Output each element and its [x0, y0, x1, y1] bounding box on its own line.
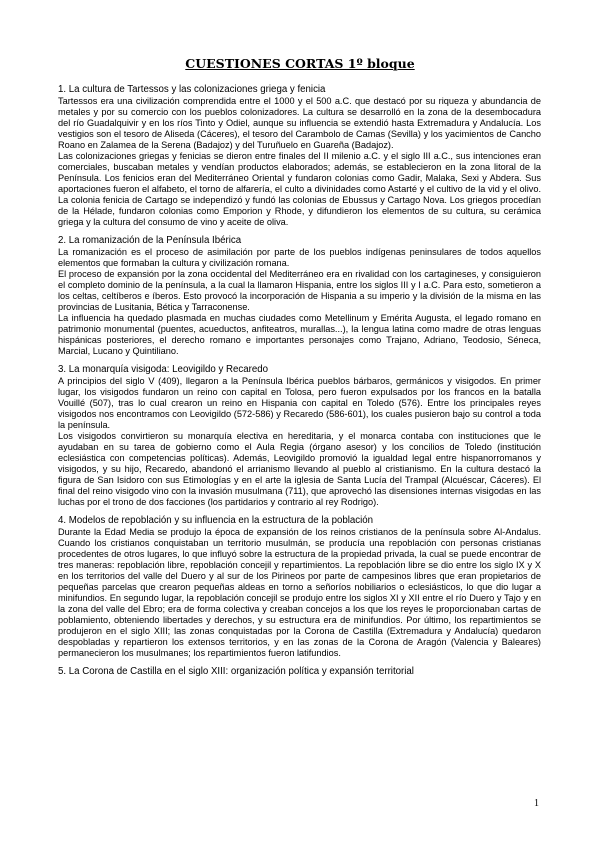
paragraph: Tartessos era una civilización comprendida entre el 1000 y el 500 a.C. que destacó por su riqueza y abundancia de metales y por su comercio con los pueblos colonizadores. La cultura se desarrolló en la zona de la desembocadura del río Guadalquivir y en los ríos Tinto y Odiel, aunque su influencia se extendió hasta Extremadura y Andalucía. Los vestigios son el tesoro de Aliseda (Cáceres), el tesoro del Carambolo de Camas (Sevilla) y los yacimientos de Cancho Roano en Zalamea de la Serena (Badajoz) y del Turuñuelo en Guareña (Badajoz).: [58, 95, 541, 150]
paragraph: Los visigodos convirtieron su monarquía electiva en hereditaria, y el monarca contaba con instituciones que le ayudaban en su tarea de gobierno como el Aula Regia (órgano asesor) y los concilios de Toledo (institución eclesiástica con competencias políticas). Además, Leovigildo promovió la igualdad legal entre hispanorromanos y visigodos, y su hijo, Recaredo, abandonó el arrianismo llevando al pueblo al cristianismo. En la cultura destacó la figura de San Isidoro con sus Etimologías y en el arte la iglesia de Santa Lucía del Trampal (Alcuéscar, Cáceres). El final del reino visigodo vino con la invasión musulmana (711), que aprovechó las disensiones internas visigodas en las luchas por el trono de dos facciones (los partidarios y contrario al rey Rodrigo).: [58, 430, 541, 508]
paragraph: La influencia ha quedado plasmada en muchas ciudades como Metellinum y Emérita Augusta, el legado romano en patrimonio monumental (puentes, acueductos, anfiteatros, murallas...), la lengua latina como madre de otras lenguas hispánicas posteriores, el derecho romano e importantes personajes como Trajano, Adriano, Teodosio, Séneca, Marcial, Lucano y Quintiliano.: [58, 312, 541, 356]
document-title: CUESTIONES CORTAS 1º bloque: [185, 56, 415, 71]
section-romanizacion: [58, 235, 541, 357]
section-corona-castilla: [58, 666, 541, 678]
section-tartessos: [58, 84, 541, 228]
paragraph: La romanización es el proceso de asimilación por parte de los pueblos indígenas peninsulares de todos aquellos elementos que formaban la cultura y civilización romana.: [58, 246, 541, 268]
section-heading: 4. Modelos de repoblación y su influencia en la estructura de la población: [58, 515, 374, 527]
paragraph: Las colonizaciones griegas y fenicias se dieron entre finales del II milenio a.C. y el siglo III a.C., sus intenciones eran comerciales, buscaban metales y vendían productos elaborados; además, se establecieron en la zona litoral de la Península. Los fenicios eran del Mediterráneo Oriental y fundaron colonias como Gadir, Malaka, Sexi y Abdera. Sus aportaciones fueron el alfabeto, el torno de alfarería, el culto a divinidades como Astarté y el cultivo de la vid y el olivo. La colonia fenicia de Cartago se independizó y fundó las colonias de Ebussus y Cartago Nova. Los griegos procedían de la Hélade, fundaron colonias como Emporion y Rhode, y difundieron los elementos de su cultura, su cerámica griega y la cultura del consumo de vino y aceite de oliva.: [58, 150, 541, 228]
paragraph: A principios del siglo V (409), llegaron a la Península Ibérica pueblos bárbaros, germánicos y visigodos. En primer lugar, los visigodos fundaron un reino con capital en Tolosa, pero fueron expulsados por los francos en la batalla Vouillé (507), tras lo cual crearon un reino en Hispania con capital en Toledo (576). Entre los principales reyes visigodos nos encontramos con Leovigildo (572-586) y Recaredo (586-601), los cuales pusieron bajo su control a toda la península.: [58, 375, 541, 430]
section-heading: 1. La cultura de Tartessos y las colonizaciones griega y fenicia: [58, 84, 326, 95]
section-repoblacion: [58, 515, 541, 659]
section-heading: 5. La Corona de Castilla en el siglo XIII: organización política y expansión territorial: [58, 666, 414, 678]
document-body: [58, 84, 541, 685]
section-monarquia-visigoda: [58, 364, 541, 508]
page-number: 1: [534, 798, 539, 809]
paragraph: El proceso de expansión por la zona occidental del Mediterráneo era en rivalidad con los cartagineses, y consiguieron el completo dominio de la península, a la cual la llamaron Hispania, entre los siglos III y I a.C. Para esto, sometieron a los celtas, celtíberos e íberos. Esto provocó la incorporación de Hispania a su imperio y la división de la misma en las provincias de Lusitania, Bética y Tarraconense.: [58, 268, 541, 312]
section-heading: 2. La romanización de la Península Ibérica: [58, 235, 242, 247]
paragraph: Durante la Edad Media se produjo la época de expansión de los reinos cristianos de la península sobre Al-Andalus. Cuando los cristianos conquistaban un territorio musulmán, se producía una repoblación con personas cristianas procedentes de otros lugares, lo que influyó sobre la estructura de la propiedad privada, la cual se puede encontrar de tres maneras: repoblación libre, repoblación concejil y repartimientos. La repoblación libre se dio entre los siglo IX y X en los territorios del valle del Duero y al sur de los Pirineos por parte de campesinos libres que eran propietarios de pequeñas parcelas que crearon pequeñas aldeas en torno a señoríos nobiliarios o eclesiásticos, lo que dio lugar a minifundios. En segundo lugar, la repoblación concejil se produjo entre los siglos XI y XII entre el río Duero y Tajo y en la zona del valle del Ebro; era de forma colectiva y creaban concejos a los que los reyes le proporcionaban cartas de poblamiento, obteniendo libertades y derechos, y su estructura era de minifundios. Por último, los repartimientos se produjeron en el siglo XIII; las zonas conquistadas por la Corona de Castilla (Extremadura y Andalucía) quedaron despobladas y repartieron los extensos territorios, y en las zonas de la Corona de Aragón (Valencia y Baleares) permanecieron los musulmanes; los repartimientos fueron latifundios.: [58, 526, 541, 659]
section-heading: 3. La monarquía visigoda: Leovigildo y Recaredo: [58, 364, 269, 376]
